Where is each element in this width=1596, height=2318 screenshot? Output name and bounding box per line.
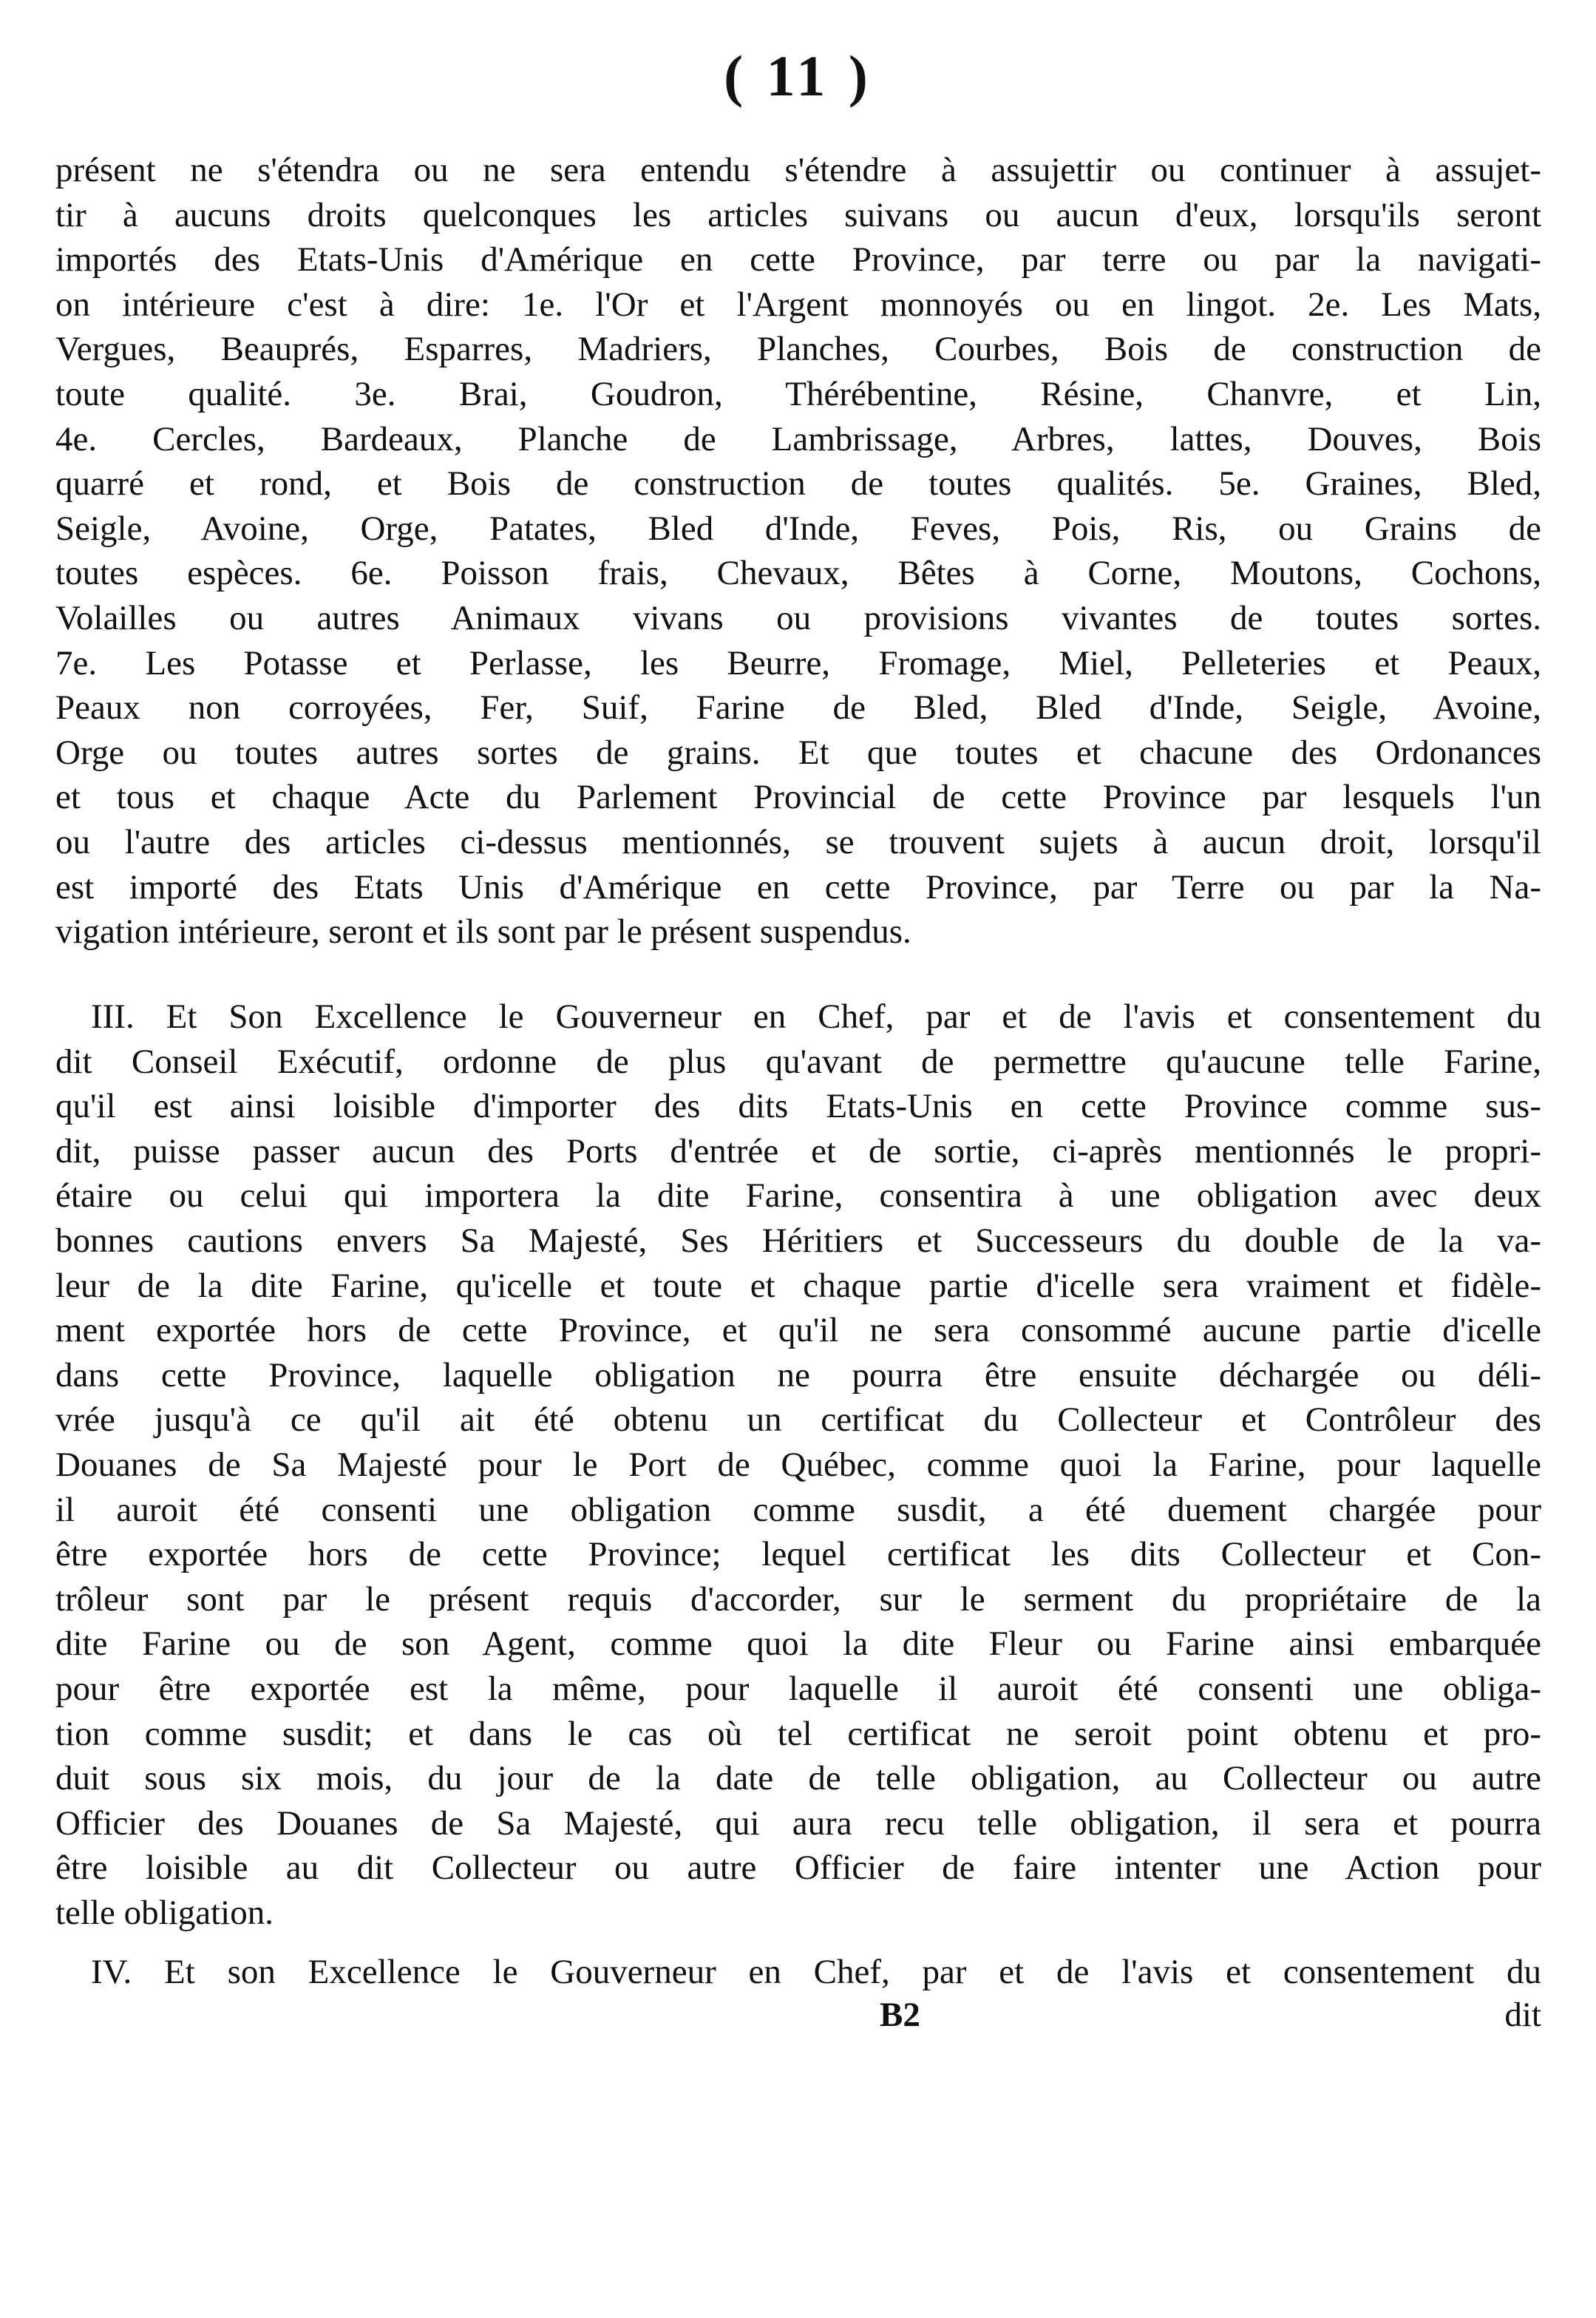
text-line: et tous et chaque Acte du Parlement Provincial de cette Province par lesquels l'un <box>55 778 1541 817</box>
text-line: Peaux non corroyées, Fer, Suif, Farine de Bled, Bled d'Inde, Seigle, Avoine, <box>55 688 1541 728</box>
text-line: être exportée hors de cette Province; lequel certificat les dits Collecteur et Con- <box>55 1535 1541 1574</box>
catchword: dit <box>1504 1996 1541 2034</box>
section-three-paragraph <box>55 994 1541 1935</box>
signature-mark: B2 <box>880 1996 920 2034</box>
text-line: telle obligation. <box>55 1893 274 1932</box>
text-line: importés des Etats-Unis d'Amérique en cette Province, par terre ou par la navigati- <box>55 240 1541 279</box>
text-line: Officier des Douanes de Sa Majesté, qui aura recu telle obligation, il sera et pourra <box>55 1803 1541 1843</box>
text-line: III. Et Son Excellence le Gouverneur en Chef, par et de l'avis et consentement du <box>91 997 1541 1036</box>
text-line: Douanes de Sa Majesté pour le Port de Québec, comme quoi la Farine, pour laquelle <box>55 1445 1541 1484</box>
text-line: quarré et rond, et Bois de construction de toutes qualités. 5e. Graines, Bled, <box>55 464 1541 504</box>
text-line: tir à aucuns droits quelconques les articles suivans ou aucun d'eux, lorsqu'ils seront <box>55 195 1541 234</box>
text-line: Volailles ou autres Animaux vivans ou provisions vivantes de toutes sortes. <box>55 598 1541 637</box>
text-line: duit sous six mois, du jour de la date de telle obligation, au Collecteur ou autre <box>55 1759 1541 1798</box>
text-line: Seigle, Avoine, Orge, Patates, Bled d'Inde, Feves, Pois, Ris, ou Grains de <box>55 509 1541 548</box>
text-line: dit Conseil Exécutif, ordonne de plus qu'avant de permettre qu'aucune telle Farine, <box>55 1042 1541 1081</box>
text-line: on intérieure c'est à dire: 1e. l'Or et l'Argent monnoyés ou en lingot. 2e. Les Mats, <box>55 285 1541 324</box>
text-line: étaire ou celui qui importera la dite Farine, consentira à une obligation avec deux <box>55 1176 1541 1216</box>
text-line: ou l'autre des articles ci-dessus mentionnés, se trouvent sujets à aucun droit, lorsqu'il <box>55 822 1541 861</box>
text-line: tion comme susdit; et dans le cas où tel certificat ne seroit point obtenu et pro- <box>55 1714 1541 1753</box>
text-line: 4e. Cercles, Bardeaux, Planche de Lambrissage, Arbres, lattes, Douves, Bois <box>55 419 1541 458</box>
text-line: qu'il est ainsi loisible d'importer des dits Etats-Unis en cette Province comme sus- <box>55 1087 1541 1126</box>
paragraph-continuation <box>55 148 1541 955</box>
text-line: leur de la dite Farine, qu'icelle et toute et chaque partie d'icelle sera vraiment et fidèle- <box>55 1266 1541 1305</box>
text-line: pour être exportée est la même, pour laquelle il auroit été consenti une obliga- <box>55 1669 1541 1708</box>
text-line: trôleur sont par le présent requis d'accorder, sur le serment du propriétaire de la <box>55 1579 1541 1619</box>
text-line: dans cette Province, laquelle obligation ne pourra être ensuite déchargée ou déli- <box>55 1355 1541 1394</box>
text-line: IV. Et son Excellence le Gouverneur en Chef, par et de l'avis et consentement du <box>91 1953 1541 1991</box>
text-line: il auroit été consenti une obligation comme susdit, a été duement chargée pour <box>55 1490 1541 1529</box>
text-line: dit, puisse passer aucun des Ports d'entrée et de sortie, ci-après mentionnés le propri- <box>55 1131 1541 1170</box>
page-number: ( 11 ) <box>724 44 872 108</box>
text-line: ment exportée hors de cette Province, et qu'il ne sera consommé aucune partie d'icelle <box>55 1311 1541 1350</box>
section-four-paragraph <box>55 1950 1541 1995</box>
text-line: toutes espèces. 6e. Poisson frais, Chevaux, Bêtes à Corne, Moutons, Cochons, <box>55 554 1541 593</box>
text-line: vrée jusqu'à ce qu'il ait été obtenu un certificat du Collecteur et Contrôleur des <box>55 1400 1541 1440</box>
text-line: vigation intérieure, seront et ils sont par le présent suspendus. <box>55 912 911 952</box>
text-line: Vergues, Beauprés, Esparres, Madriers, Planches, Courbes, Bois de construction de <box>55 330 1541 369</box>
text-line: toute qualité. 3e. Brai, Goudron, Thérébentine, Résine, Chanvre, et Lin, <box>55 374 1541 413</box>
text-line: bonnes cautions envers Sa Majesté, Ses Héritiers et Successeurs du double de la va- <box>55 1221 1541 1260</box>
text-line: dite Farine ou de son Agent, comme quoi la dite Fleur ou Farine ainsi embarquée <box>55 1624 1541 1664</box>
text-line: présent ne s'étendra ou ne sera entendu s'étendre à assujettir ou continuer à assujet- <box>55 151 1541 189</box>
text-line: 7e. Les Potasse et Perlasse, les Beurre, Fromage, Miel, Pelleteries et Peaux, <box>55 643 1541 682</box>
text-line: Orge ou toutes autres sortes de grains. Et que toutes et chacune des Ordonances <box>55 733 1541 772</box>
text-line: est importé des Etats Unis d'Amérique en cette Province, par Terre ou par la Na- <box>55 867 1541 906</box>
text-line: être loisible au dit Collecteur ou autre Officier de faire intenter une Action pour <box>55 1848 1541 1888</box>
